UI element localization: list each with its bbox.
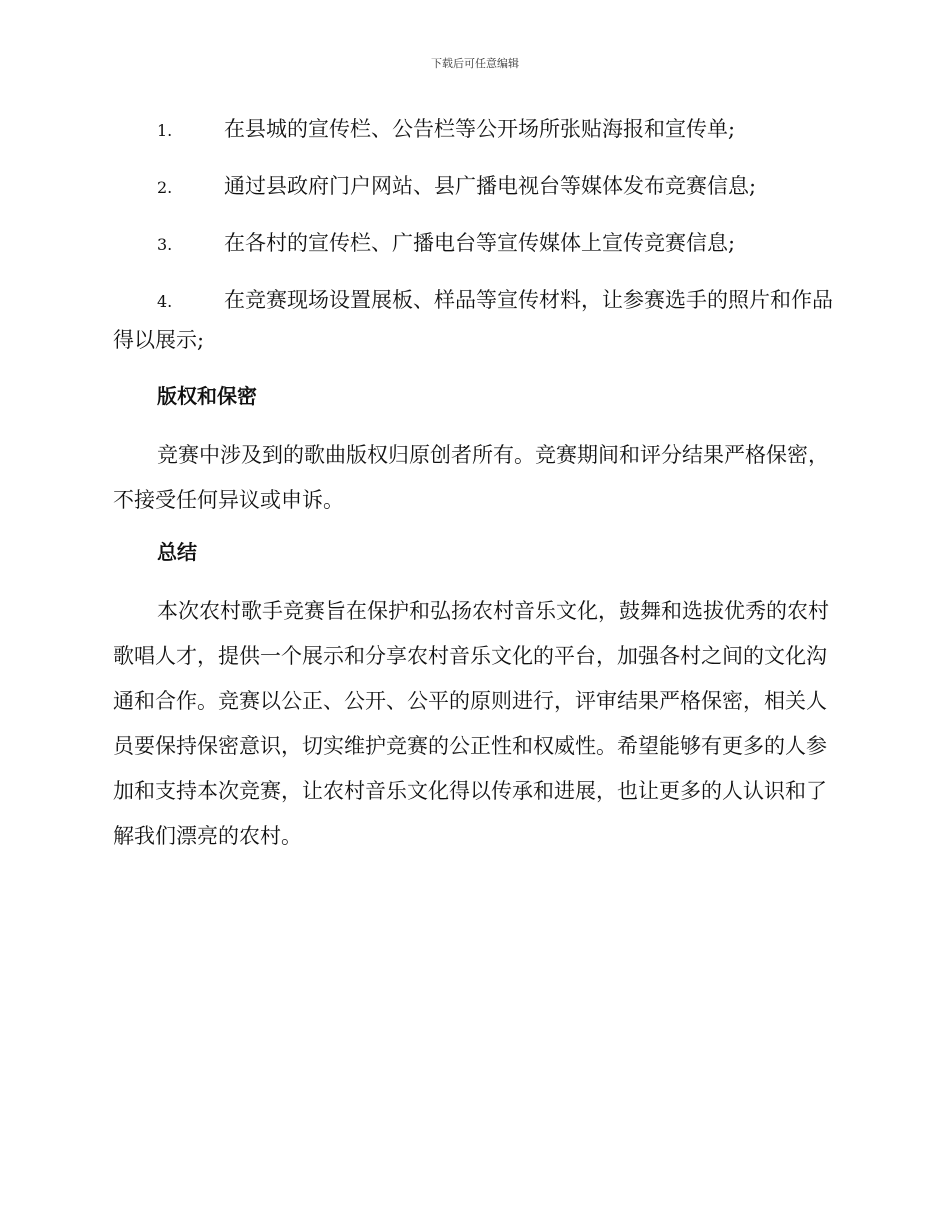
list-item (113, 110, 835, 150)
list-item (113, 224, 835, 264)
list-text: 通过县政府门户网站、县广播电视台等媒体发布竞赛信息; (224, 174, 757, 198)
list-number: 1. (157, 121, 173, 140)
list-number: 4. (157, 292, 173, 311)
section-body-copyright: 竞赛中涉及到的歌曲版权归原创者所有。竞赛期间和评分结果严格保密，不接受任何异议或申诉。 (113, 443, 829, 512)
section-heading-summary: 总结 (157, 540, 197, 564)
section-body-summary: 本次农村歌手竞赛旨在保护和弘扬农村音乐文化，鼓舞和选拔优秀的农村歌唱人才，提供一个展示和分享农村音乐文化的平台，加强各村之间的文化沟通和合作。竞赛以公正、公开、公平的原则进行，评审结果严格保密，相关人员要保持保密意识，切实维护竞赛的公正性和权威性。希望能够有更多的人参加和支持本次竞赛，让农村音乐文化得以传承和进展，也让更多的人认识和了解我们漂亮的农村。 (113, 599, 829, 848)
list-item (113, 167, 835, 207)
list-number: 2. (157, 178, 173, 197)
list-text: 在竞赛现场设置展板、样品等宣传材料，让参赛选手的照片和作品得以展示; (113, 288, 833, 352)
page-header: 下载后可任意编辑 (431, 57, 519, 70)
list-number: 3. (157, 235, 173, 254)
list-text: 在县城的宣传栏、公告栏等公开场所张贴海报和宣传单; (224, 117, 736, 141)
list-item (113, 281, 835, 359)
section-heading-copyright: 版权和保密 (157, 384, 257, 408)
list-text: 在各村的宣传栏、广播电台等宣传媒体上宣传竞赛信息; (224, 231, 736, 255)
document-body (113, 110, 835, 873)
